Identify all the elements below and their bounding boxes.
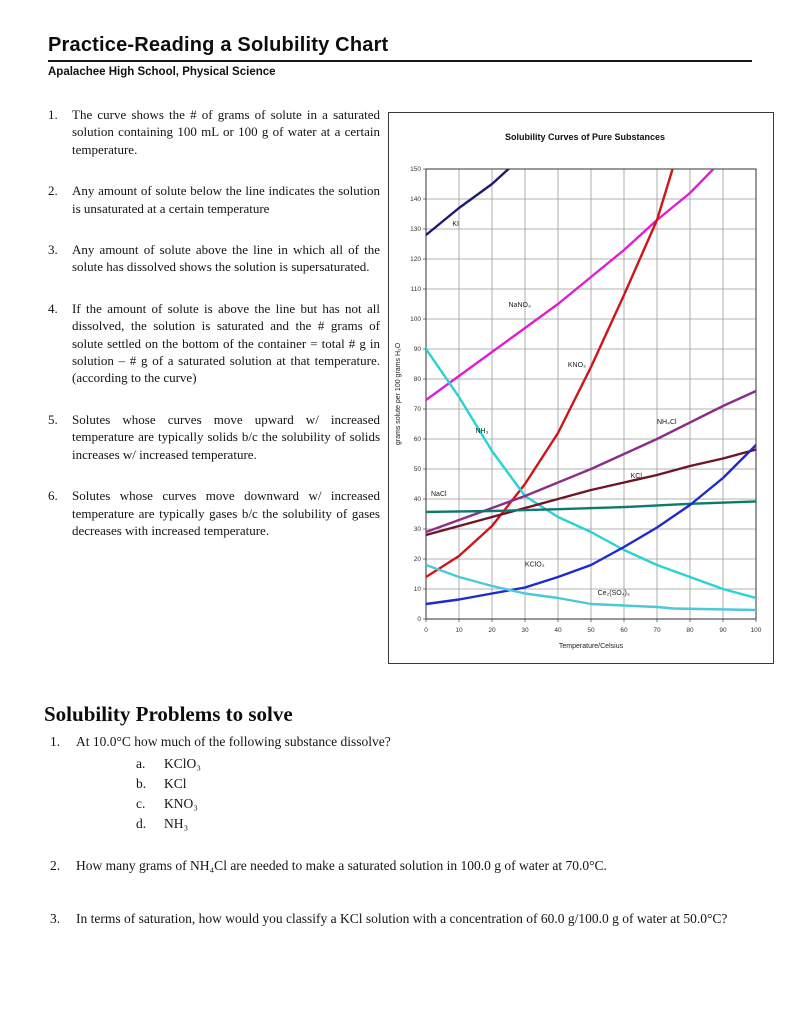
note-item — [48, 106, 380, 158]
svg-text:NH₃: NH₃ — [475, 428, 489, 435]
note-item — [48, 241, 380, 276]
svg-text:100: 100 — [750, 627, 762, 634]
svg-text:NaCl: NaCl — [431, 491, 447, 498]
svg-text:60: 60 — [620, 627, 628, 634]
subitem-letter: b. — [136, 775, 147, 791]
subitem-text: KClO₃ — [164, 755, 201, 771]
svg-text:120: 120 — [410, 256, 421, 264]
svg-text:NaNO₃: NaNO₃ — [508, 302, 531, 309]
subitem-text: KCl — [164, 775, 187, 791]
note-number: 4. — [48, 300, 58, 316]
svg-text:KNO₃: KNO₃ — [567, 362, 586, 369]
svg-text:Ce₂(SO₄)₃: Ce₂(SO₄)₃ — [597, 590, 630, 597]
svg-text:NH₄Cl: NH₄Cl — [657, 419, 677, 426]
note-number: 2. — [48, 183, 58, 199]
problems-heading: Solubility Problems to solve — [44, 702, 293, 726]
svg-text:80: 80 — [686, 627, 694, 634]
note-number: 6. — [48, 488, 58, 504]
svg-text:KI: KI — [452, 221, 460, 228]
problem-item — [44, 910, 760, 928]
svg-text:Solubility Curves of Pure Subs: Solubility Curves of Pure Substances — [504, 132, 666, 142]
problems-section — [44, 702, 760, 928]
svg-text:10: 10 — [455, 627, 463, 634]
note-text: If the amount of solute is above the line but has not all dissolved, the solution is saturated and the # grams of solute settled on the bottom of the container = total # g in solution – # g of a saturated solution at that temperature. (according to the curve) — [72, 300, 380, 386]
note-item — [48, 300, 380, 387]
svg-text:10: 10 — [413, 586, 421, 594]
note-number: 3. — [48, 242, 58, 258]
problem-number: 2. — [50, 857, 61, 873]
page-header — [48, 34, 754, 78]
problem-item — [44, 733, 760, 751]
svg-text:50: 50 — [587, 627, 595, 634]
page-subtitle: Apalachee High School, Physical Science — [48, 66, 276, 78]
svg-text:50: 50 — [413, 466, 421, 474]
svg-text:40: 40 — [413, 496, 421, 504]
svg-text:KCl: KCl — [630, 473, 642, 480]
note-text: Solutes whose curves move upward w/ increased temperature are typically solids b/c the solubility of solids increases w/ increased temperature. — [72, 411, 380, 462]
svg-text:40: 40 — [554, 627, 562, 634]
note-item — [48, 411, 380, 463]
svg-text:0: 0 — [424, 627, 428, 634]
svg-text:0: 0 — [417, 616, 421, 624]
problem-item — [44, 857, 760, 875]
problem-text: How many grams of NH₄Cl are needed to make a saturated solution in 100.0 g of water at 70.0°C. — [76, 857, 607, 873]
subitem — [136, 754, 760, 774]
svg-text:20: 20 — [488, 627, 496, 634]
svg-text:70: 70 — [653, 627, 661, 634]
subitem — [136, 774, 760, 794]
note-text: Solutes whose curves move downward w/ increased temperature are typically gases b/c the solubility of gases decreases with increased temperature. — [72, 488, 380, 538]
subitem-letter: d. — [136, 816, 147, 832]
page-title: Practice-Reading a Solubility Chart — [48, 34, 389, 56]
note-number: 5. — [48, 411, 58, 427]
subitem-letter: a. — [136, 755, 146, 771]
svg-text:140: 140 — [410, 196, 421, 204]
svg-text:60: 60 — [413, 436, 421, 444]
svg-text:90: 90 — [719, 627, 727, 634]
title-rule — [48, 60, 752, 62]
problem-number: 3. — [50, 911, 61, 927]
note-item — [48, 487, 380, 539]
notes-list — [48, 106, 380, 563]
svg-text:130: 130 — [410, 226, 421, 234]
subitem-text: NH₃ — [164, 816, 189, 832]
svg-text:grams solute per 100 grams H₂O: grams solute per 100 grams H₂O — [395, 342, 402, 446]
svg-text:100: 100 — [410, 316, 421, 324]
problem-number: 1. — [50, 734, 61, 749]
solubility-chart-svg — [389, 113, 773, 661]
svg-text:Temperature/Celsius: Temperature/Celsius — [558, 643, 624, 650]
svg-text:30: 30 — [413, 526, 421, 534]
svg-text:KClO₃: KClO₃ — [525, 561, 545, 569]
subitem-letter: c. — [136, 796, 146, 812]
note-text: Any amount of solute above the line in which all of the solute has dissolved shows the solution is supersaturated. — [72, 242, 380, 275]
svg-text:150: 150 — [410, 166, 421, 174]
svg-text:90: 90 — [413, 346, 421, 354]
svg-text:70: 70 — [413, 406, 421, 414]
svg-text:20: 20 — [413, 556, 421, 564]
subitem — [136, 794, 760, 814]
subitem — [136, 814, 760, 834]
problem1-subitems — [136, 754, 760, 835]
solubility-chart — [388, 112, 774, 664]
note-text: Any amount of solute below the line indicates the solution is unsaturated at a certain temperature — [72, 183, 380, 216]
problem-text: At 10.0°C how much of the following substance dissolve? — [76, 734, 391, 749]
svg-text:80: 80 — [413, 376, 421, 384]
svg-text:30: 30 — [521, 627, 529, 634]
note-number: 1. — [48, 107, 58, 122]
problem-text: In terms of saturation, how would you classify a KCl solution with a concentration of 60.0 g/100.0 g of water at 50.0°C? — [76, 911, 728, 927]
svg-text:110: 110 — [410, 286, 421, 294]
subitem-text: KNO₃ — [164, 796, 198, 812]
note-item — [48, 182, 380, 217]
note-text: The curve shows the # of grams of solute in a saturated solution containing 100 mL or 100 g of water at a certain temperature. — [72, 107, 380, 157]
